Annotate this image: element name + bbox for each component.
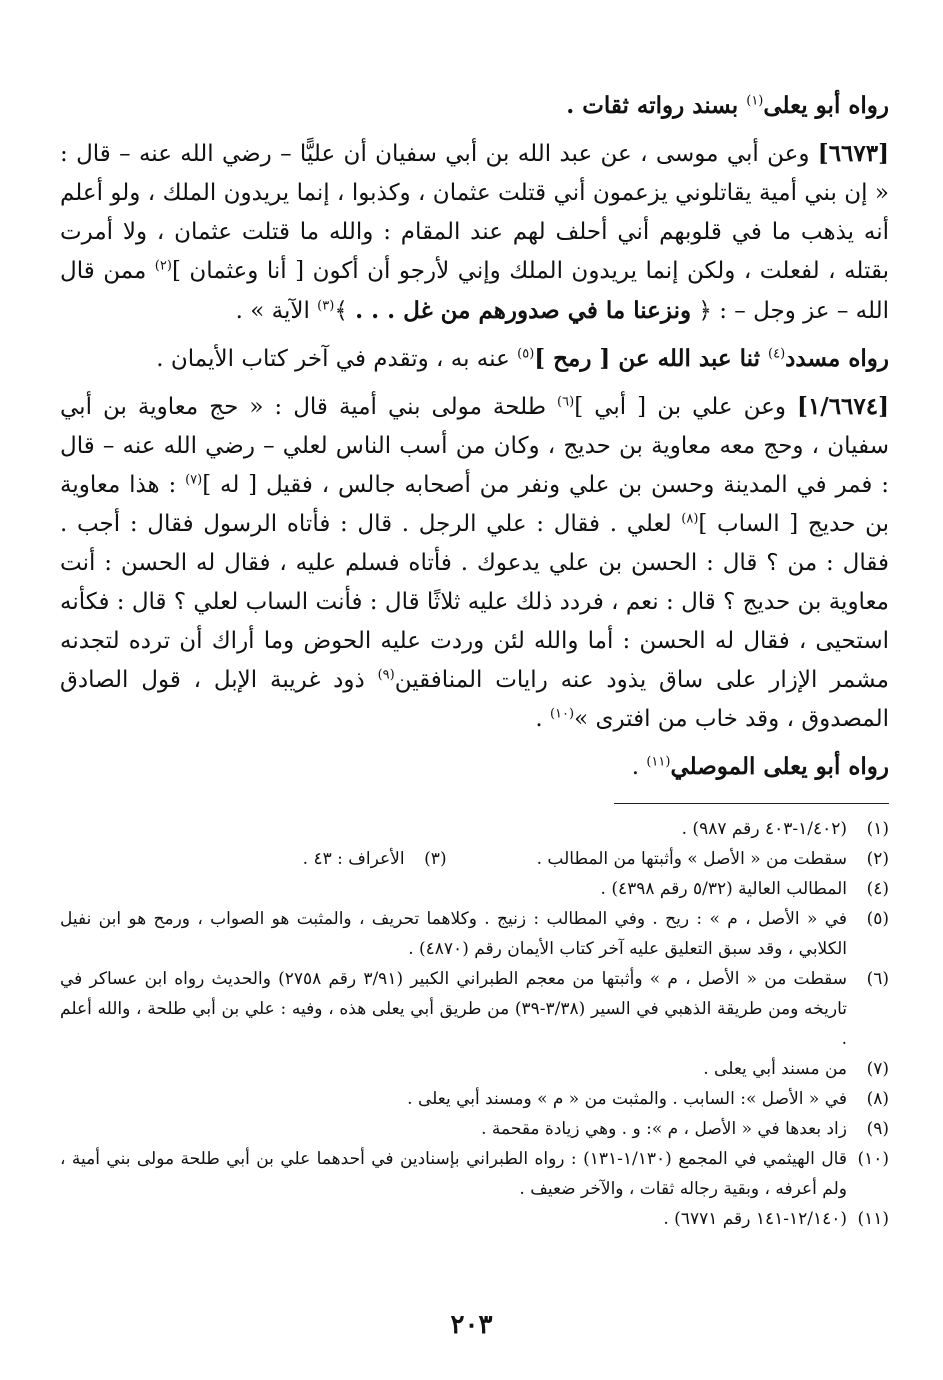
attribution-2-bold-chain: ثنا عبد الله عن [ رمح ] [534,345,769,372]
footnote-text: المطالب العالية (٥/٣٢ رقم ٤٣٩٨) . [600,879,847,899]
footnote-item [60,844,889,874]
footnote-item [60,814,889,844]
footnote-text: الأعراف : ٤٣ . [302,849,405,869]
footnote-ref-4: (٤) [768,346,786,362]
hadith-6673 [60,134,889,331]
page-number: ٢٠٣ [450,1310,493,1340]
footnote-number: (٣) [424,849,447,869]
footnote-item [60,874,889,904]
footnote-number: (٩) [866,1119,889,1139]
hadith-text: طلحة مولى بني أمية قال : « حج معاوية بن أبي سفيان ، وحج معه معاوية بن حديج ، وكان من أسب الناس لعلي – رضي الله عنه – قال : فمر في المدينة وحسن بن علي ونفر من أصحابه جالس ، فقيل [ له ] [60,394,889,498]
footnote-ref-11: (١١) [646,754,671,770]
footnote-text: (١٢/١٤٠-١٤١ رقم ٦٧٧١) . [663,1209,847,1229]
hadith-text: وعن أبي موسى ، عن عبد الله بن أبي سفيان أن عليًّا – رضي الله عنه – قال : « إن بني أمية يقاتلوني يزعمون أني قتلت عثمان ، وكذبوا ، إنما يريدون الملك ، ولو أعلم أنه يذهب ما في قلوبهم أني أحلف لهم عند المقام : والله ما قتلت عثمان ، ولا أمرت بقتله ، لفعلت ، ولكن إنما يريدون الملك وإني لأرجو أن أكون [ أنا وعثمان ] [60,141,889,284]
footnote-text: من مسند أبي يعلى . [703,1059,847,1079]
footnote-ref-1: (١) [746,93,764,109]
attribution-2-bold: رواه مسدد [785,345,889,372]
footnote-ref-2: (٢) [154,258,172,274]
footnote-number: (٨) [866,1089,889,1109]
footnote-separator [614,803,889,804]
footnote-item [60,1084,889,1114]
attribution-1 [60,86,889,126]
footnote-item [60,964,889,1054]
footnote-ref-9: (٩) [377,667,395,683]
hadith-text: ممن قال الله – عز وجل – : ﴿ [60,258,889,324]
hadith-text: الآية » . [235,298,318,324]
hadith-6674 [60,387,889,739]
footnote-item [60,1144,889,1204]
footnote-number: (٥) [866,909,889,929]
footnote-ref-8: (٨) [681,511,699,527]
footnote-text: في « الأصل »: السابب . والمثبت من « م » ومسند أبي يعلى . [407,1089,847,1109]
footnotes-list [60,814,889,1234]
footnote-text: سقطت من « الأصل » وأثبتها من المطالب . [536,849,847,869]
footnote-item [60,1114,889,1144]
footnote-number: (١٠) [857,1149,889,1169]
footnote-ref-6: (٦) [557,394,575,410]
footnote-text: سقطت من « الأصل ، م » وأثبتها من معجم الطبراني الكبير (٣/٩١ رقم ٢٧٥٨) والحديث رواه ابن عساكر في تاريخه ومن طريقة الذهبي في السير (٣/٣٨-٣٩) من طريق أبي يعلى هذه ، وفيه : علي بن أبي طلحة ، والله أعلم . [60,969,847,1049]
hadith-text: ﴾ [334,298,356,324]
attribution-3 [60,747,889,787]
footnote-text: زاد بعدها في « الأصل ، م »: و . وهي زيادة مقحمة . [481,1119,847,1139]
footnote-item [60,904,889,964]
hadith-text: لعلي . فقال : علي الرجل . قال : فأتاه الرسول فقال : أجب . فقال : من ؟ قال : الحسن بن علي يدعوك . فأتاه فسلم عليه ، فقال له الحسن : أنت معاوية بن حديج ؟ قال : نعم ، فردد ذلك عليه ثلاثًا قال : فأنت الساب لعلي ؟ قال : فكأنه استحيى ، فقال له الحسن : أما والله لئن وردت عليه الحوض وما أراك أن ترده لتجدنه مشمر الإزار على ساق يذود عنه رايات المنافقين [60,511,889,693]
hadith-text: . [535,706,550,732]
attribution-1-bold-end: بسند رواته ثقات . [566,92,747,119]
footnote-ref-10: (١٠) [549,706,575,722]
footnote-ref-3: (٣) [317,298,335,314]
footnote-number: (١) [866,819,889,839]
footnote-number: (٦) [866,969,889,989]
footnote-text: في « الأصل ، م » : ريح . وفي المطالب : زنيج . وكلاهما تحريف ، والمثبت هو الصواب ، ورمح هو ابن نفيل الكلابي ، وقد سبق التعليق عليه آخر كتاب الأيمان رقم (٤٨٧٠) . [60,909,847,959]
footnote-text: (١/٤٠٢-٤٠٣ رقم ٩٨٧) . [681,819,847,839]
footnote-item [60,1204,889,1234]
footnote-ref-5: (٥) [517,346,535,362]
hadith-text: وعن علي بن [ أبي ] [574,394,798,420]
footnote-number: (٢) [866,849,889,869]
hadith-number: [٦٦٧٣] [817,140,889,167]
attribution-2 [60,339,889,379]
quran-verse: ونزعنا ما في صدورهم من غل . . . [355,297,692,324]
footnote-number: (٤) [866,879,889,899]
hadith-text: ذود غريبة الإبل ، قول الصادق المصدوق ، وقد خاب من افترى » [60,667,889,732]
attribution-1-bold: رواه أبو يعلى [763,92,889,119]
footnote-number: (١١) [857,1209,889,1229]
footnote-number: (٧) [866,1059,889,1079]
hadith-text: : هذا معاوية بن حديج [ الساب ] [60,472,890,537]
attribution-3-bold: رواه أبو يعلى الموصلي [670,753,889,780]
footnote-item [60,1054,889,1084]
attribution-3-plain: . [631,754,647,780]
attribution-2-plain: عنه به ، وتقدم في آخر كتاب الأيمان . [156,346,518,372]
footnote-ref-7: (٧) [185,472,203,488]
footnote-text: قال الهيثمي في المجمع (١/١٣٠-١٣١) : رواه الطبراني بإسنادين في أحدهما علي بن أبي طلحة مولى بني أمية ، ولم أعرفه ، وبقية رجاله ثقات ، والآخر ضعيف . [60,1149,847,1199]
hadith-number: [١/٦٦٧٤] [797,393,889,420]
